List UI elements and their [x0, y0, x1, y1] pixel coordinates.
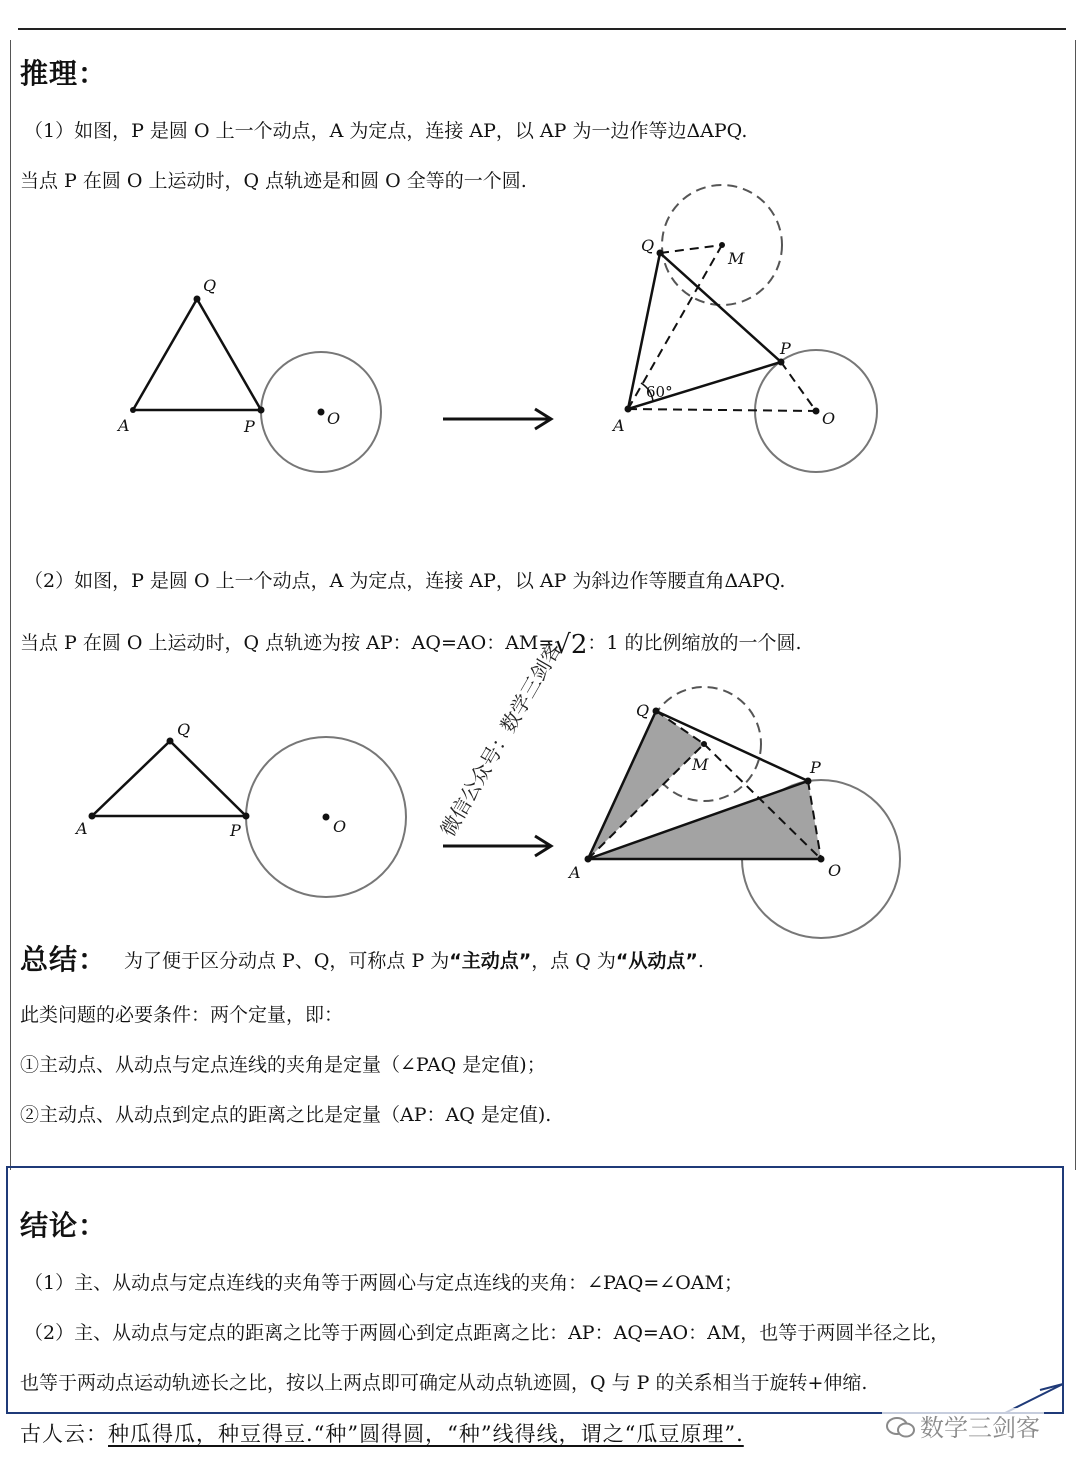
- triangle-apq-2: [92, 741, 246, 816]
- label-m-2-right: M: [692, 755, 709, 774]
- corner-watermark: [882, 1408, 1044, 1443]
- label-p: P: [244, 417, 255, 436]
- conclusion-line-2: （2）主、从动点与定点的距离之比等于两圆心到定点距离之比：AP：AQ=AO：AM，也等于两圆半径之比，: [24, 1322, 950, 1344]
- top-rule: [18, 28, 1066, 30]
- footer-prefix: 古人云：: [20, 1422, 108, 1446]
- label-m-right: M: [728, 249, 745, 268]
- summary-point-1: ①主动点、从动点与定点连线的夹角是定量（∠PAQ 是定值)；: [20, 1054, 546, 1076]
- point-o: [318, 409, 325, 416]
- point-a: [130, 407, 136, 413]
- label-o-2-right: O: [828, 861, 842, 880]
- label-o-2: O: [333, 817, 347, 836]
- active-point-term: “主动点”: [449, 950, 532, 972]
- label-o: O: [327, 409, 341, 428]
- figure1-right: [608, 182, 888, 482]
- conclusion-line-1: （1）主、从动点与定点连线的夹角等于两圆心与定点连线的夹角：∠PAQ=∠OAM；: [24, 1272, 743, 1294]
- label-q-2: Q: [177, 720, 191, 739]
- summary-intro-end: .: [697, 950, 704, 972]
- angle-label: 60°: [646, 383, 673, 401]
- label-q-right: Q: [641, 236, 655, 255]
- corner-watermark-text: 数学三剑客: [920, 1414, 1040, 1442]
- point-p: [258, 407, 265, 414]
- figure2-left: [70, 715, 410, 905]
- label-o-right: O: [822, 409, 836, 428]
- follow-point-term: “从动点”: [615, 950, 698, 972]
- label-q: Q: [203, 276, 217, 295]
- item2-conclusion-post: ：1 的比例缩放的一个圆.: [587, 632, 802, 654]
- label-p-2: P: [230, 821, 241, 840]
- label-a-2-right: A: [569, 863, 581, 882]
- footer-quote: 种瓜得瓜，种豆得豆.“种”圆得圆，“种”线得线，谓之“瓜豆原理”.: [108, 1422, 744, 1446]
- point-q: [194, 296, 201, 303]
- diagonal-watermark-text: 微信公众号：数学三剑客: [435, 637, 567, 841]
- arrow-2: [440, 832, 560, 860]
- triangle-apq: [133, 299, 261, 410]
- reasoning-heading: 推理：: [20, 57, 108, 90]
- label-p-right: P: [780, 339, 791, 358]
- footer-saying: [20, 1418, 744, 1448]
- figure1-left: [110, 270, 400, 490]
- summary-intro-mid: ，点 Q 为: [531, 950, 616, 972]
- item2-conclusion: [20, 628, 802, 660]
- label-q-2-right: Q: [636, 701, 650, 720]
- item2-statement: （2）如图，P 是圆 O 上一个动点，A 为定点，连接 AP，以 AP 为斜边作等腰直角ΔAPQ.: [24, 570, 786, 592]
- label-p-2-right: P: [810, 758, 821, 777]
- label-a-right: A: [613, 416, 625, 435]
- label-a-2: A: [76, 819, 88, 838]
- summary-intro: [124, 946, 704, 973]
- conclusion-heading: 结论：: [20, 1209, 108, 1242]
- item2-conclusion-pre: 当点 P 在圆 O 上运动时，Q 点轨迹为按 AP：AQ=AO：AM=: [20, 632, 555, 654]
- arrow-1: [440, 405, 560, 433]
- conclusion-line-3: 也等于两动点运动轨迹长之比，按以上两点即可确定从动点轨迹圆，Q 与 P 的关系相当于旋转+伸缩.: [20, 1372, 868, 1394]
- item1-statement: （1）如图，P 是圆 O 上一个动点，A 为定点，连接 AP，以 AP 为一边作等边ΔAPQ.: [24, 120, 748, 142]
- summary-condition: 此类问题的必要条件：两个定量，即：: [20, 1004, 344, 1026]
- wechat-icon: [886, 1416, 916, 1440]
- label-a: A: [118, 416, 130, 435]
- summary-point-2: ②主动点、从动点到定点的距离之比是定量（AP：AQ 是定值).: [20, 1104, 552, 1126]
- summary-intro-pre: 为了便于区分动点 P、Q，可称点 P 为: [124, 950, 450, 972]
- item1-conclusion: 当点 P 在圆 O 上运动时，Q 点轨迹是和圆 O 全等的一个圆.: [20, 170, 527, 192]
- sqrt-two: √2: [554, 630, 588, 660]
- figure2-right: [560, 680, 905, 915]
- summary-heading: 总结：: [20, 943, 108, 976]
